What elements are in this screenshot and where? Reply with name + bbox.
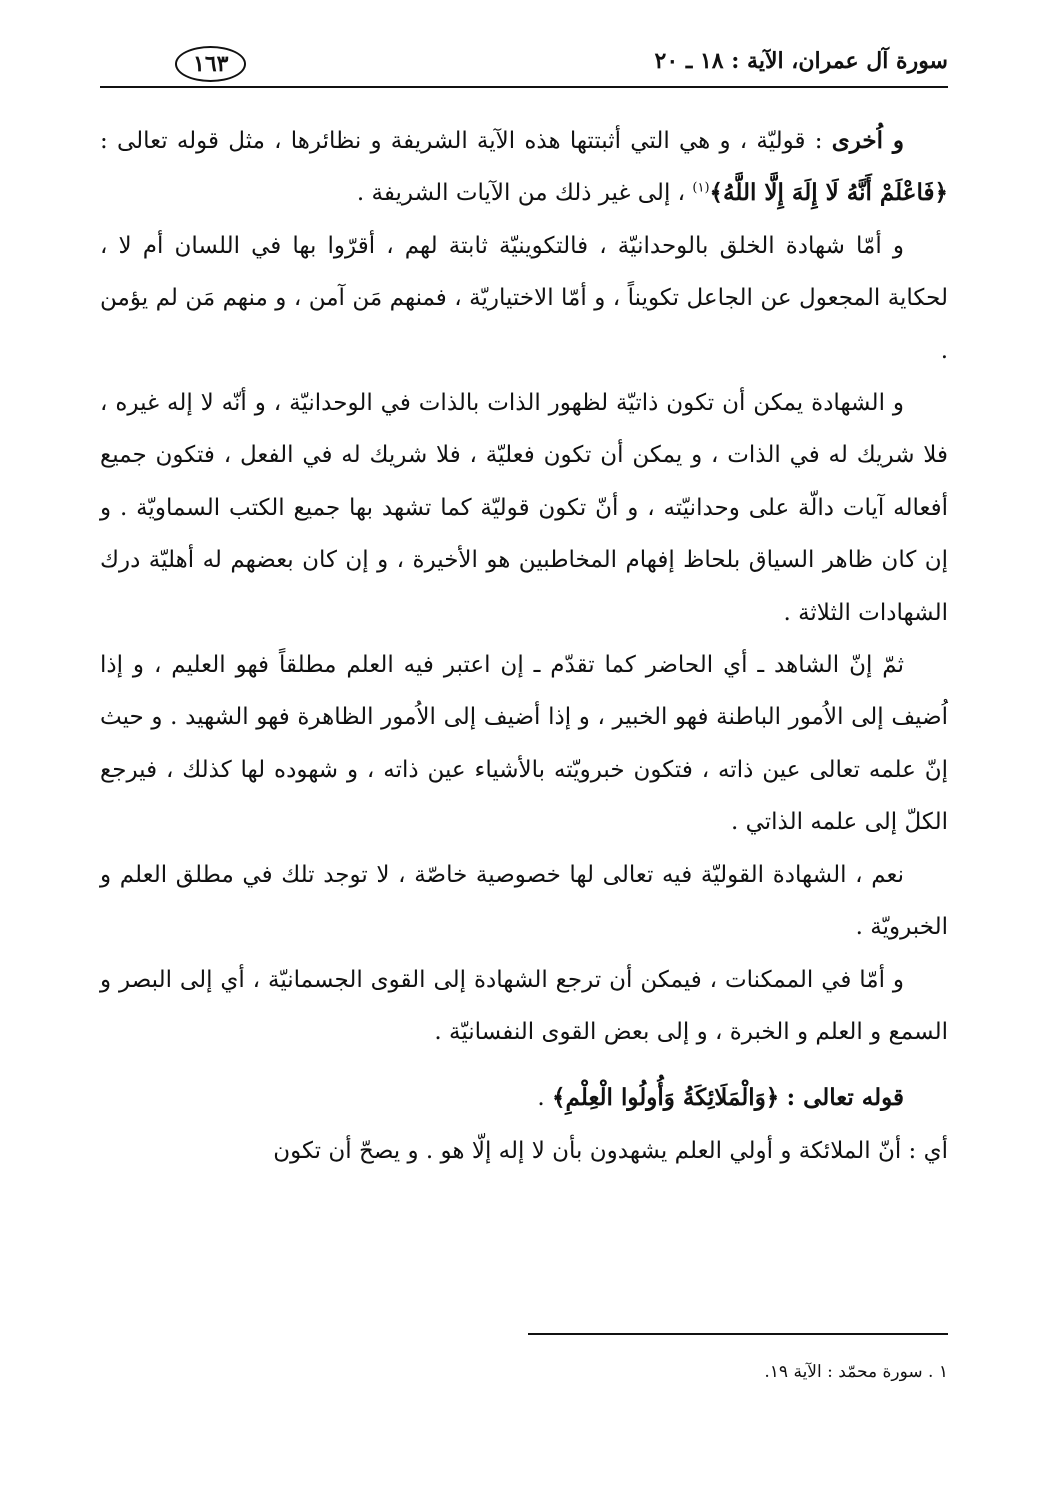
paragraph-6: و أمّا في الممكنات ، فيمكن أن ترجع الشهادة إلى القوى الجسمانيّة ، أي إلى البصر و السمع و العلم و الخبرة ، و إلى بعض القوى النفسانيّة . [100,966,948,1045]
paragraph-2: و أمّا شهادة الخلق بالوحدانيّة ، فالتكوينيّة ثابتة لهم ، أقرّوا بها في اللسان أم لا ، لحكاية المجعول عن الجاعل تكويناً ، و أمّا الاختياريّة ، فمنهم مَن آمن ، و منهم مَن لم يؤمن . [100,232,948,364]
paragraph-1 [100,115,948,220]
quran-quote: ﴿فَاعْلَمْ أَنَّهُ لَا إِلَهَ إِلَّا اللَّهُ﴾ [709,179,948,207]
paragraph-lead-word: و اُخرى [831,127,904,154]
paragraph-7: أي : أنّ الملائكة و أولي العلم يشهدون بأن لا إله إلّا هو . و يصحّ أن تكون [273,1137,948,1164]
footnote-divider [528,1333,948,1335]
footnote: ١ . سورة محمّد : الآية ١٩. [764,1362,948,1382]
page-header [100,40,948,90]
page-number-badge: ١٦٣ [175,46,246,82]
verse-heading [100,1072,948,1124]
footnote-reference[interactable]: (١) [692,180,710,196]
header-divider [100,86,948,88]
verse-intro: قوله تعالى : [786,1084,904,1112]
verse-end-mark: . [537,1085,545,1112]
paragraph-1-text-b: ، إلى غير ذلك من الآيات الشريفة . [356,180,686,207]
verse-quote: ﴿وَالْمَلَائِكَةُ وَأُولُوا الْعِلْمِ﴾ [552,1084,780,1112]
main-text [100,115,948,1177]
running-title: سورة آل عمران، الآية : ١٨ ـ ٢٠ [654,48,948,74]
paragraph-5: نعم ، الشهادة القوليّة فيه تعالى لها خصوصية خاصّة ، لا توجد تلك في مطلق العلم و الخبرويّة . [100,861,948,941]
paragraph-4: ثمّ إنّ الشاهد ـ أي الحاضر كما تقدّم ـ إن اعتبر فيه العلم مطلقاً فهو العليم ، و إذا اُضيف إلى الاُمور الباطنة فهو الخبير ، و إذا أضيف إلى الاُمور الظاهرة فهو الشهيد . و حيث إنّ علمه تعالى عين ذاته ، فتكون خبرويّته بالأشياء عين ذاته ، و شهوده لها كذلك ، فيرجع الكلّ إلى علمه الذاتي . [100,652,948,836]
paragraph-3: و الشهادة يمكن أن تكون ذاتيّة لظهور الذات بالذات في الوحدانيّة ، و أنّه لا إله غيره ، فلا شريك له في الذات ، و يمكن أن تكون فعليّة ، فلا شريك له في الفعل ، فتكون جميع أفعاله آيات دالّة على وحدانيّته ، و أنّ تكون قوليّة كما تشهد بها جميع الكتب السماويّة . و إن كان ظاهر السياق بلحاظ إفهام المخاطبين هو الأخيرة ، و إن كان بعضهم له أهليّة درك الشهادات الثلاثة . [100,390,948,626]
paragraph-1-text-a: : قوليّة ، و هي التي أثبتتها هذه الآية الشريفة و نظائرها ، مثل قوله تعالى : [100,128,823,154]
